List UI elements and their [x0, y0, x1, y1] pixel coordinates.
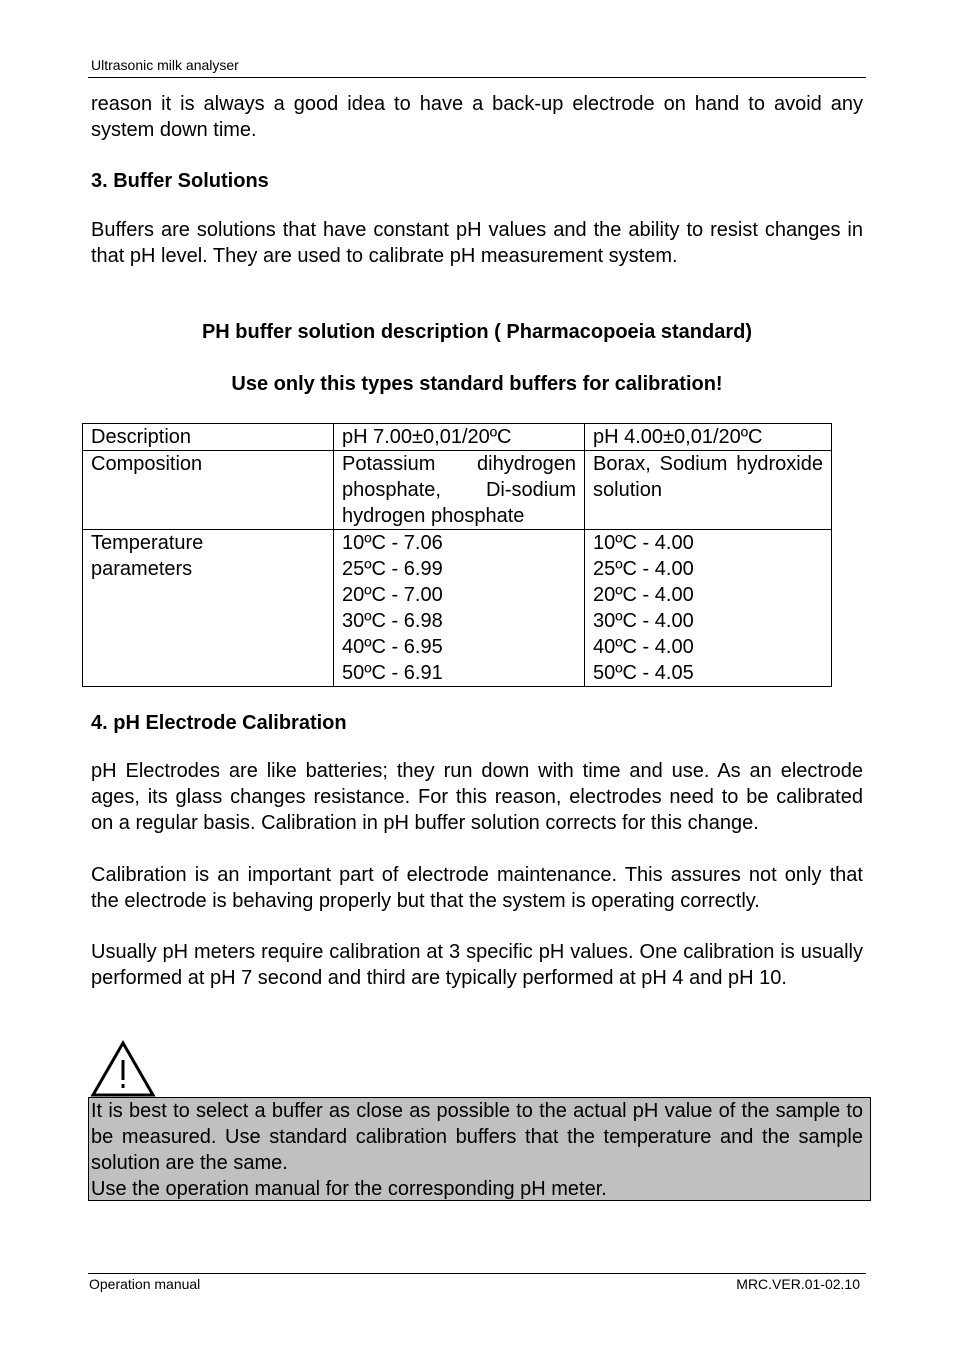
temperature-value: 50ºC - 6.91 — [342, 662, 443, 684]
footer-divider — [88, 1273, 866, 1274]
warning-text — [91, 1098, 863, 1202]
section-3-heading: 3. Buffer Solutions — [91, 170, 269, 192]
temperature-value: 20ºC - 7.00 — [342, 584, 443, 606]
page-header: Ultrasonic milk analyser — [91, 57, 239, 73]
table-cell: Description — [83, 424, 334, 451]
table-cell — [334, 530, 585, 687]
section-4-heading: 4. pH Electrode Calibration — [91, 712, 347, 734]
temperature-value: 30ºC - 4.00 — [593, 610, 694, 632]
temperature-value: 10ºC - 7.06 — [342, 532, 443, 554]
warning-line-2: Use the operation manual for the corresponding pH meter. — [91, 1178, 607, 1200]
temperature-value: 40ºC - 4.00 — [593, 636, 694, 658]
temperature-value: 10ºC - 4.00 — [593, 532, 694, 554]
buffer-table — [82, 423, 832, 687]
warning-line-1: It is best to select a buffer as close as possible to the actual pH value of the sample to be measured. Use standard calibration buffers that the temperature and the sample solution are the same. — [91, 1100, 863, 1174]
temperature-value: 25ºC - 4.00 — [593, 558, 694, 580]
footer-version: MRC.VER.01-02.10 — [736, 1276, 860, 1292]
table-cell: pH 4.00±0,01/20ºC — [585, 424, 832, 451]
temperature-value: 25ºC - 6.99 — [342, 558, 443, 580]
table-cell — [585, 530, 832, 687]
temperature-value: 30ºC - 6.98 — [342, 610, 443, 632]
table-cell: pH 7.00±0,01/20ºC — [334, 424, 585, 451]
temperature-value: 20ºC - 4.00 — [593, 584, 694, 606]
table-header-row — [83, 424, 832, 451]
table-cell — [83, 530, 334, 687]
intro-paragraph: reason it is always a good idea to have a back-up electrode on hand to avoid any system down time. — [91, 93, 863, 141]
warning-triangle-icon — [90, 1040, 156, 1098]
table-row-composition — [83, 451, 832, 530]
table-cell: Borax, Sodium hydroxide solution — [585, 451, 832, 530]
section-4-paragraph-1: pH Electrodes are like batteries; they run down with time and use. As an electrode ages, its glass changes resistance. For this reason, electrodes need to be calibrated on a regular basis. Calibration in pH buffer solution corrects for this change. — [91, 760, 863, 834]
table-title: PH buffer solution description ( Pharmacopoeia standard) — [201, 321, 753, 343]
footer-label: Operation manual — [89, 1276, 201, 1292]
temperature-value: 40ºC - 6.95 — [342, 636, 443, 658]
section-4-paragraph-2: Calibration is an important part of electrode maintenance. This assures not only that the electrode is behaving properly but that the system is operating correctly. — [91, 864, 863, 912]
header-divider — [88, 77, 866, 78]
temperature-value: 50ºC - 4.05 — [593, 662, 694, 684]
section-4-paragraph-3: Usually pH meters require calibration at 3 specific pH values. One calibration is usually performed at pH 7 second and third are typically performed at pH 4 and pH 10. — [91, 941, 863, 989]
table-cell: Composition — [83, 451, 334, 530]
table-cell: Potassium dihydrogen phosphate, Di-sodium hydrogen phosphate — [334, 451, 585, 530]
section-3-body: Buffers are solutions that have constant pH values and the ability to resist changes in that pH level. They are used to calibrate pH measurement system. — [91, 219, 863, 267]
temperature-label: Temperature parameters — [91, 532, 204, 580]
table-row-temperature — [83, 530, 832, 687]
table-note: Use only this types standard buffers for calibration! — [231, 373, 723, 395]
